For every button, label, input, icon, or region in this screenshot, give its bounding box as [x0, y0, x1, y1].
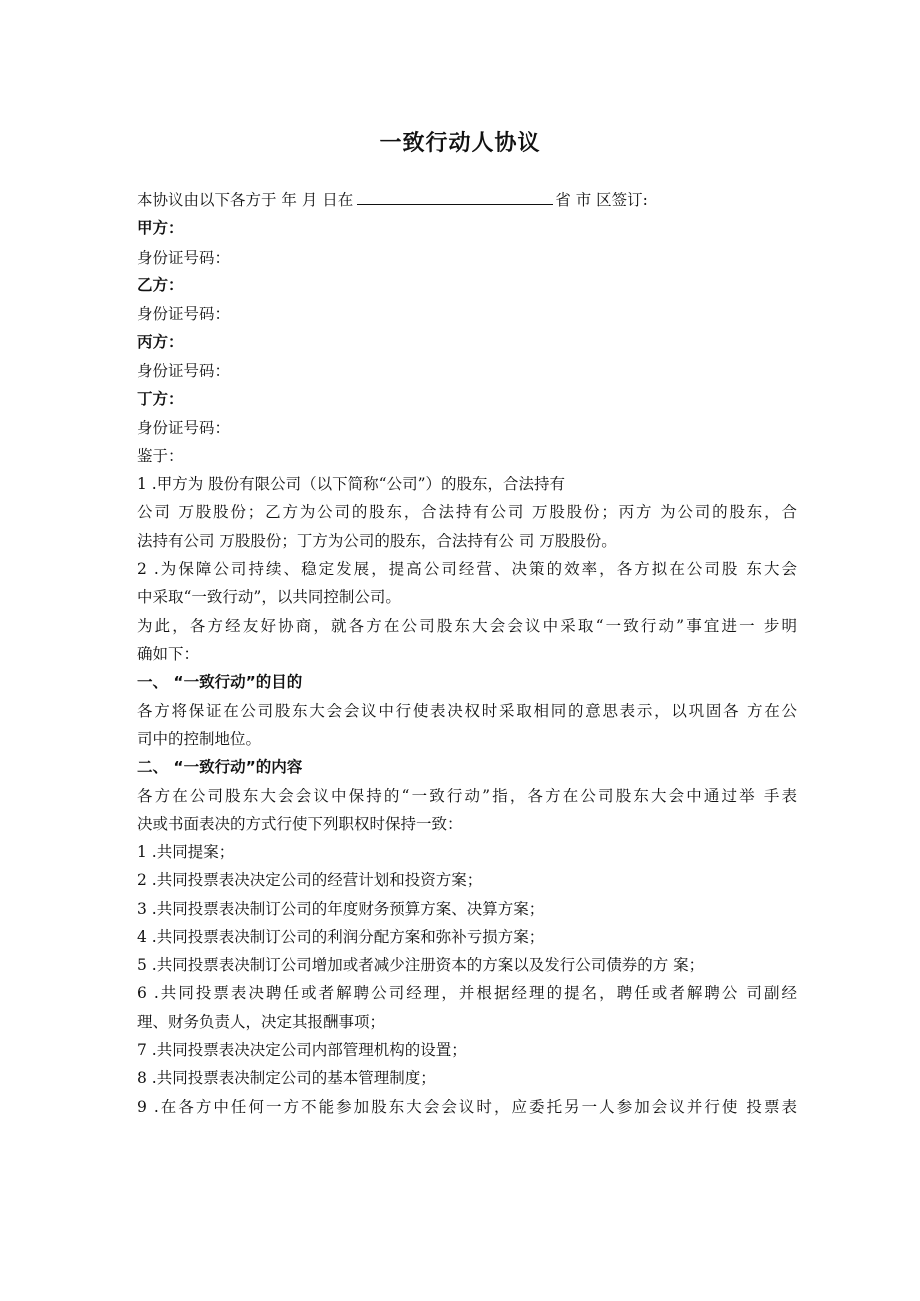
party-c-label: 丙方： [137, 333, 184, 351]
list-item: 8 .共同投票表决制定公司的基本管理制度； [137, 1069, 436, 1087]
recital-2-line-2: 中采取“一致行动”，以共同控制公司。 [137, 588, 401, 606]
section-2-body-line-2: 决或书面表决的方式行使下列职权时保持一致： [137, 815, 463, 833]
whereas-label: 鉴于： [137, 447, 184, 465]
party-d-label: 丁方： [137, 390, 184, 408]
list-item: 7 .共同投票表决决定公司内部管理机构的设置； [137, 1041, 467, 1059]
list-item: 5 .共同投票表决制订公司增加或者减少注册资本的方案以及发行公司债券的方 案； [137, 956, 705, 974]
party-b-id-label: 身份证号码： [137, 305, 231, 323]
list-item: 9 .在各方中任何一方不能参加股东大会会议时，应委托另一人参加会议并行使 投票表 [137, 1098, 797, 1116]
section-2-body-line-1: 各方在公司股东大会会议中保持的“一致行动”指，各方在公司股东大会中通过举 手表 [137, 787, 797, 805]
therefore-line-2: 确如下： [137, 645, 200, 663]
party-c-id-label: 身份证号码： [137, 362, 231, 380]
intro-suffix: 省 市 区签订: [555, 191, 648, 209]
recital-1-line-2: 公司 万股股份；乙方为公司的股东，合法持有公司 万股股份；丙方 为公司的股东，合 [137, 503, 797, 521]
section-1-body-line-1: 各方将保证在公司股东大会会议中行使表决权时采取相同的意思表示，以巩固各 方在公 [137, 702, 797, 720]
party-b-label: 乙方： [137, 276, 184, 294]
party-a-id-label: 身份证号码： [137, 249, 231, 267]
list-item: 3 .共同投票表决制订公司的年度财务预算方案、决算方案； [137, 900, 545, 918]
section-1-body-line-2: 司中的控制地位。 [137, 730, 262, 748]
list-item: 4 .共同投票表决制订公司的利润分配方案和弥补亏损方案； [137, 928, 545, 946]
recital-1-line-1: 1 .甲方为 股份有限公司（以下简称“公司”）的股东，合法持有 [137, 475, 565, 493]
recital-1-line-3: 法持有公司 万股股份；丁方为公司的股东，合法持有公 司 万股股份。 [137, 532, 617, 550]
intro-prefix: 本协议由以下各方于 年 月 日在 [137, 191, 354, 209]
intro-line [137, 190, 797, 210]
party-d-id-label: 身份证号码： [137, 419, 231, 437]
list-item-continuation: 理、财务负责人，决定其报酬事项； [137, 1013, 386, 1031]
location-blank [357, 190, 553, 205]
recital-2-line-1: 2 .为保障公司持续、稳定发展，提高公司经营、决策的效率，各方拟在公司股 东大会 [137, 560, 797, 578]
document-title: 一致行动人协议 [379, 131, 541, 156]
section-2-heading: 二、 “一致行动”的内容 [137, 758, 303, 776]
list-item: 1 .共同提案； [137, 843, 235, 861]
list-item: 2 .共同投票表决决定公司的经营计划和投资方案； [137, 871, 483, 889]
party-a-label: 甲方： [137, 219, 184, 237]
list-item: 6 .共同投票表决聘任或者解聘公司经理，并根据经理的提名，聘任或者解聘公 司副经 [137, 984, 797, 1002]
section-1-heading: 一、 “一致行动”的目的 [137, 673, 303, 691]
therefore-line-1: 为此，各方经友好协商，就各方在公司股东大会会议中采取“一致行动”事宜进一 步明 [137, 617, 797, 635]
